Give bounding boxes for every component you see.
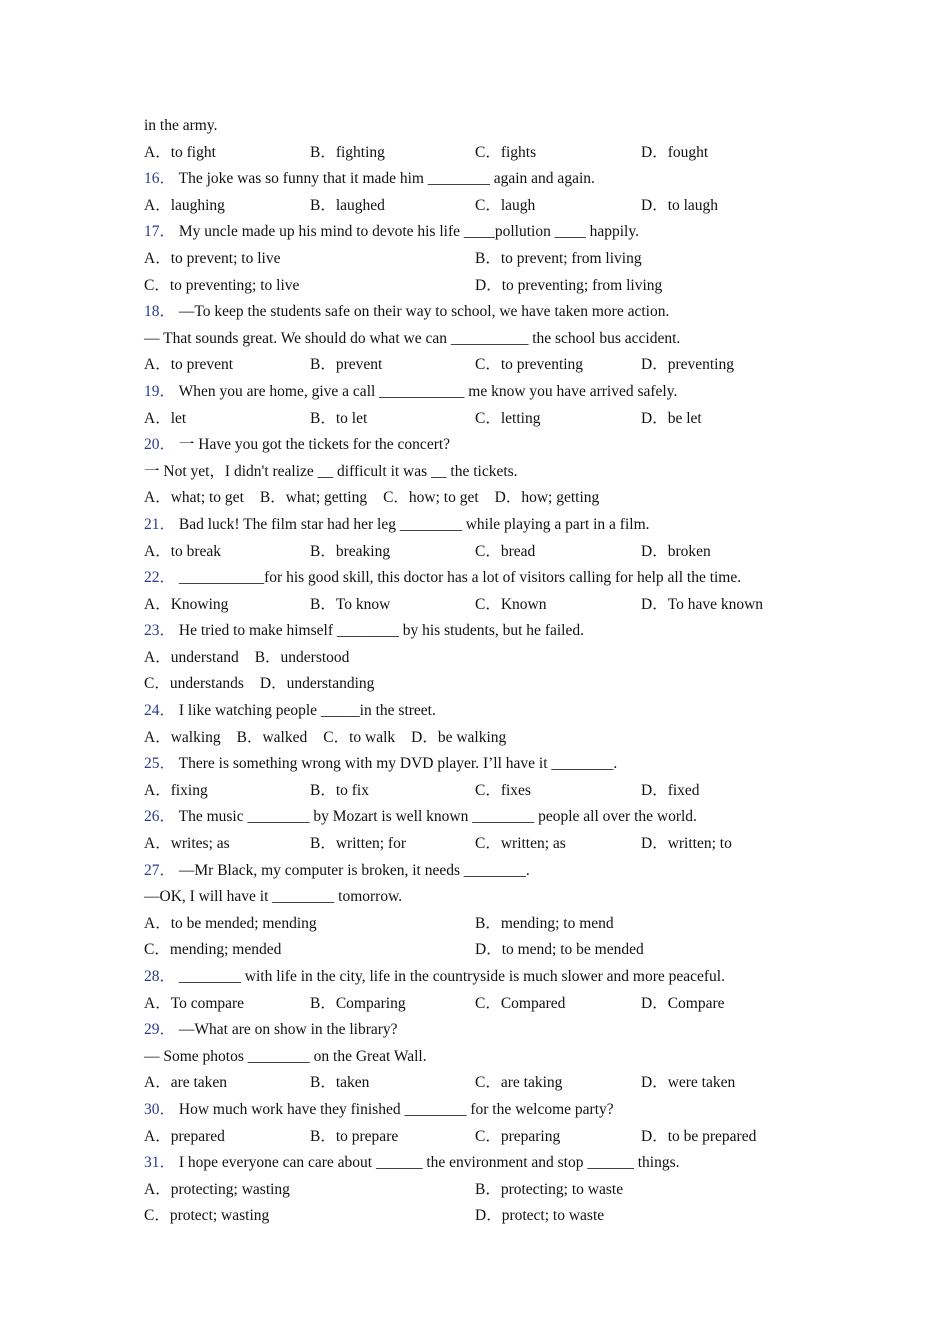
question-25-options bbox=[144, 778, 824, 805]
option-b: B．to prevent; from living bbox=[475, 249, 642, 267]
option-d: D．fixed bbox=[641, 781, 700, 799]
option-a: A．Knowing bbox=[144, 595, 229, 613]
option-d: D．how; getting bbox=[494, 489, 600, 507]
question-20-options bbox=[144, 485, 824, 512]
option-a: A．protecting; wasting bbox=[144, 1180, 290, 1198]
question-number: 16． bbox=[144, 170, 176, 188]
option-c: C．Known bbox=[475, 595, 547, 613]
option-d: D．were taken bbox=[641, 1074, 736, 1092]
option-b: B．written; for bbox=[310, 835, 406, 853]
question-22 bbox=[144, 565, 824, 592]
option-d: D．Compare bbox=[641, 994, 725, 1012]
question-number: 31． bbox=[144, 1154, 176, 1172]
option-c: C．preparing bbox=[475, 1127, 561, 1145]
question-30 bbox=[144, 1097, 824, 1124]
option-d: D．to mend; to be mended bbox=[475, 941, 644, 959]
question-number: 18． bbox=[144, 303, 176, 321]
question-28-options bbox=[144, 991, 824, 1018]
option-c: C．to preventing bbox=[475, 356, 584, 374]
question-22-options bbox=[144, 592, 824, 619]
question-text: I like watching people _____in the street. bbox=[178, 702, 436, 720]
option-c: C．how; to get bbox=[383, 489, 479, 507]
question-text: ___________for his good skill, this doctor has a lot of visitors calling for help all the time. bbox=[178, 569, 742, 587]
question-20 bbox=[144, 432, 824, 459]
option-b: B．laughed bbox=[310, 196, 385, 214]
option-d: D．to preventing; from living bbox=[475, 276, 663, 294]
option-d: D．be let bbox=[641, 409, 702, 427]
question-17-options-row1 bbox=[144, 246, 824, 273]
question-number: 17． bbox=[144, 223, 176, 241]
question-27 bbox=[144, 858, 824, 885]
question-number: 29． bbox=[144, 1021, 176, 1039]
option-b: B．to prepare bbox=[310, 1127, 399, 1145]
question-number: 25． bbox=[144, 755, 176, 773]
question-16-options bbox=[144, 193, 824, 220]
option-a: A．writes; as bbox=[144, 835, 230, 853]
question-23-options-row2 bbox=[144, 671, 824, 698]
option-b: B．to let bbox=[310, 409, 368, 427]
question-number: 21． bbox=[144, 515, 176, 533]
question-19-options bbox=[144, 406, 824, 433]
option-a: A．to be mended; mending bbox=[144, 914, 317, 932]
question-29-options bbox=[144, 1070, 824, 1097]
question-15-options bbox=[144, 140, 824, 167]
option-a: A．let bbox=[144, 409, 187, 427]
question-text: When you are home, give a call ___________ me know you have arrived safely. bbox=[178, 382, 678, 400]
question-18 bbox=[144, 299, 824, 326]
option-a: A．understand bbox=[144, 648, 239, 666]
option-d: D．to laugh bbox=[641, 196, 719, 214]
question-26 bbox=[144, 804, 824, 831]
worksheet-page bbox=[144, 113, 824, 1230]
option-d: D．fought bbox=[641, 143, 709, 161]
option-a: A．laughing bbox=[144, 196, 225, 214]
option-d: D．written; to bbox=[641, 835, 732, 853]
question-text: 一 Have you got the tickets for the concert? bbox=[178, 436, 451, 454]
question-number: 20． bbox=[144, 436, 176, 454]
question-27-options-row2 bbox=[144, 937, 824, 964]
question-15-tail: in the army. bbox=[144, 117, 218, 134]
option-c: C．fixes bbox=[475, 781, 531, 799]
question-text: The music ________ by Mozart is well known ________ people all over the world. bbox=[178, 808, 697, 826]
option-c: C．are taking bbox=[475, 1074, 563, 1092]
question-text: He tried to make himself ________ by his students, but he failed. bbox=[178, 622, 584, 640]
question-text: —Mr Black, my computer is broken, it needs ________. bbox=[178, 861, 530, 879]
option-a: A．walking bbox=[144, 728, 221, 746]
question-number: 27． bbox=[144, 861, 176, 879]
question-number: 24． bbox=[144, 702, 176, 720]
option-c: C．fights bbox=[475, 143, 537, 161]
option-a: A．are taken bbox=[144, 1074, 228, 1092]
question-21-options bbox=[144, 539, 824, 566]
option-c: C．laugh bbox=[475, 196, 536, 214]
option-c: C．protect; wasting bbox=[144, 1207, 270, 1225]
question-16 bbox=[144, 166, 824, 193]
option-b: B．taken bbox=[310, 1074, 370, 1092]
question-27-options-row1 bbox=[144, 911, 824, 938]
question-17 bbox=[144, 219, 824, 246]
option-b: B．To know bbox=[310, 595, 391, 613]
question-text: How much work have they finished ________ for the welcome party? bbox=[178, 1100, 614, 1118]
option-a: A．To compare bbox=[144, 994, 245, 1012]
question-27-dialogue: —OK, I will have it ________ tomorrow. bbox=[144, 888, 403, 906]
option-a: A．prepared bbox=[144, 1127, 225, 1145]
option-c: C．bread bbox=[475, 542, 536, 560]
question-25 bbox=[144, 751, 824, 778]
question-24 bbox=[144, 698, 824, 725]
question-number: 22． bbox=[144, 569, 176, 587]
question-17-options-row2 bbox=[144, 273, 824, 300]
question-number: 19． bbox=[144, 382, 176, 400]
question-23 bbox=[144, 618, 824, 645]
question-28 bbox=[144, 964, 824, 991]
option-d: D．broken bbox=[641, 542, 711, 560]
question-31-options-row1 bbox=[144, 1177, 824, 1204]
option-c: C．letting bbox=[475, 409, 541, 427]
question-31-options-row2 bbox=[144, 1203, 824, 1230]
option-d: D．be walking bbox=[411, 728, 507, 746]
option-b: B．what; getting bbox=[259, 489, 368, 507]
option-c: C．Compared bbox=[475, 994, 566, 1012]
option-b: B．mending; to mend bbox=[475, 914, 614, 932]
option-d: D．protect; to waste bbox=[475, 1207, 605, 1225]
option-b: B．protecting; to waste bbox=[475, 1180, 624, 1198]
option-b: B．breaking bbox=[310, 542, 391, 560]
option-a: A．to break bbox=[144, 542, 222, 560]
question-text: My uncle made up his mind to devote his life ____pollution ____ happily. bbox=[178, 223, 639, 241]
question-text: —What are on show in the library? bbox=[178, 1021, 398, 1039]
question-20-dialogue: 一 Not yet，I didn't realize __ difficult it was __ the tickets. bbox=[144, 462, 518, 480]
option-d: D．understanding bbox=[259, 675, 375, 693]
option-c: C．mending; mended bbox=[144, 941, 282, 959]
question-text: Bad luck! The film star had her leg ________ while playing a part in a film. bbox=[178, 515, 650, 533]
question-number: 26． bbox=[144, 808, 176, 826]
option-a: A．to prevent; to live bbox=[144, 249, 281, 267]
option-d: D．preventing bbox=[641, 356, 734, 374]
question-text: ________ with life in the city, life in the countryside is much slower and more peaceful. bbox=[178, 968, 725, 985]
option-b: B．walked bbox=[236, 728, 308, 746]
option-c: C．to walk bbox=[323, 728, 396, 746]
question-30-options bbox=[144, 1124, 824, 1151]
option-b: B．Comparing bbox=[310, 994, 406, 1012]
option-d: D．to be prepared bbox=[641, 1127, 757, 1145]
question-number: 23． bbox=[144, 622, 176, 640]
option-a: A．to prevent bbox=[144, 356, 234, 374]
option-c: C．understands bbox=[144, 675, 244, 693]
question-21 bbox=[144, 512, 824, 539]
option-b: B．understood bbox=[254, 648, 350, 666]
question-31 bbox=[144, 1150, 824, 1177]
question-number: 28． bbox=[144, 968, 176, 985]
question-23-options-row1 bbox=[144, 645, 824, 672]
option-a: A．fixing bbox=[144, 781, 208, 799]
question-29 bbox=[144, 1017, 824, 1044]
option-c: C．written; as bbox=[475, 835, 566, 853]
option-a: A．to fight bbox=[144, 143, 216, 161]
question-number: 30． bbox=[144, 1100, 176, 1118]
question-18-options bbox=[144, 352, 824, 379]
question-text: I hope everyone can care about ______ the environment and stop ______ things. bbox=[178, 1154, 680, 1172]
option-d: D．To have known bbox=[641, 595, 764, 613]
question-24-options bbox=[144, 725, 824, 752]
option-b: B．prevent bbox=[310, 356, 383, 374]
question-29-dialogue: — Some photos ________ on the Great Wall. bbox=[144, 1047, 427, 1065]
question-26-options bbox=[144, 831, 824, 858]
question-18-dialogue: — That sounds great. We should do what we can __________ the school bus accident. bbox=[144, 329, 681, 347]
question-text: There is something wrong with my DVD player. I’ll have it ________. bbox=[178, 755, 618, 773]
question-text: The joke was so funny that it made him ________ again and again. bbox=[178, 170, 595, 188]
option-c: C．to preventing; to live bbox=[144, 276, 300, 294]
option-b: B．fighting bbox=[310, 143, 385, 161]
option-b: B．to fix bbox=[310, 781, 369, 799]
option-a: A．what; to get bbox=[144, 489, 244, 507]
question-19 bbox=[144, 379, 824, 406]
question-text: —To keep the students safe on their way to school, we have taken more action. bbox=[178, 303, 670, 321]
